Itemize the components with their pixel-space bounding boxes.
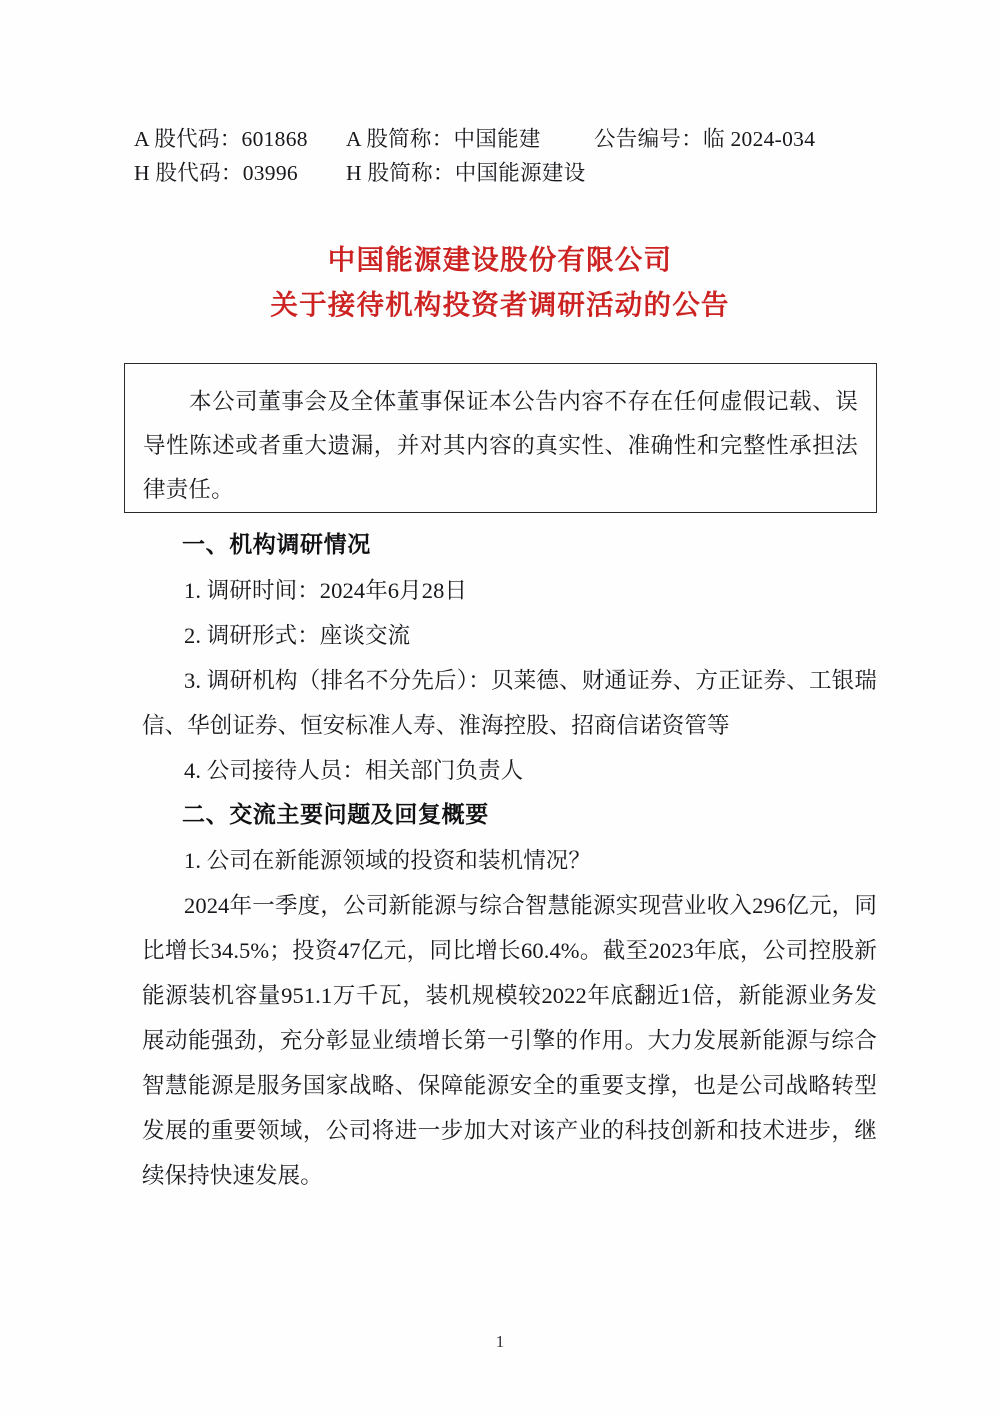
section-2-question-1: 1. 公司在新能源领域的投资和装机情况？ [184,848,592,873]
document-body [142,523,877,1198]
announcement-number: 公告编号：临 2024-034 [594,127,816,151]
a-share-name: A 股简称：中国能建 [346,127,541,151]
disclaimer-box [124,363,877,513]
page-title [0,238,1000,328]
section-1-item-1: 1. 调研时间：2024年6月28日 [184,578,468,603]
section-1-item-4: 4. 公司接待人员：相关部门负责人 [184,758,524,783]
title-line-company: 中国能源建设股份有限公司 [327,244,673,276]
section-2-answer-1: 2024年一季度，公司新能源与综合智慧能源实现营业收入296亿元，同比增长34.5%；投资47亿元，同比增长60.4%。截至2023年底，公司控股新能源装机容量951.1万千瓦，装机规模较2022年底翻近1倍，新能源业务发展动能强劲，充分彰显业绩增长第一引擎的作用。大力发展新能源与综合智慧能源是服务国家战略、保障能源安全的重要支撑，也是公司战略转型发展的重要领域，公司将进一步加大对该产业的科技创新和技术进步，继续保持快速发展。 [142,893,877,1188]
h-share-code: H 股代码：03996 [134,161,298,185]
title-line-subject: 关于接待机构投资者调研活动的公告 [270,289,730,321]
section-heading-2: 二、交流主要问题及回复概要 [182,802,489,828]
a-share-code: A 股代码：601868 [134,127,308,151]
page-number: 1 [495,1332,505,1351]
section-1-item-3: 3. 调研机构（排名不分先后）：贝莱德、财通证券、方正证券、工银瑞信、华创证券、恒安标准人寿、淮海控股、招商信诺资管等 [142,668,877,738]
section-heading-1: 一、机构调研情况 [182,532,371,558]
h-share-name: H 股简称：中国能源建设 [346,161,586,185]
section-1-item-2: 2. 调研形式：座谈交流 [184,623,411,648]
disclaimer-text: 本公司董事会及全体董事保证本公告内容不存在任何虚假记载、误导性陈述或者重大遗漏，并对其内容的真实性、准确性和完整性承担法律责任。 [143,389,858,502]
stock-code-header [134,122,874,190]
stock-code-row-h [134,156,874,190]
stock-code-row-a [134,122,874,156]
